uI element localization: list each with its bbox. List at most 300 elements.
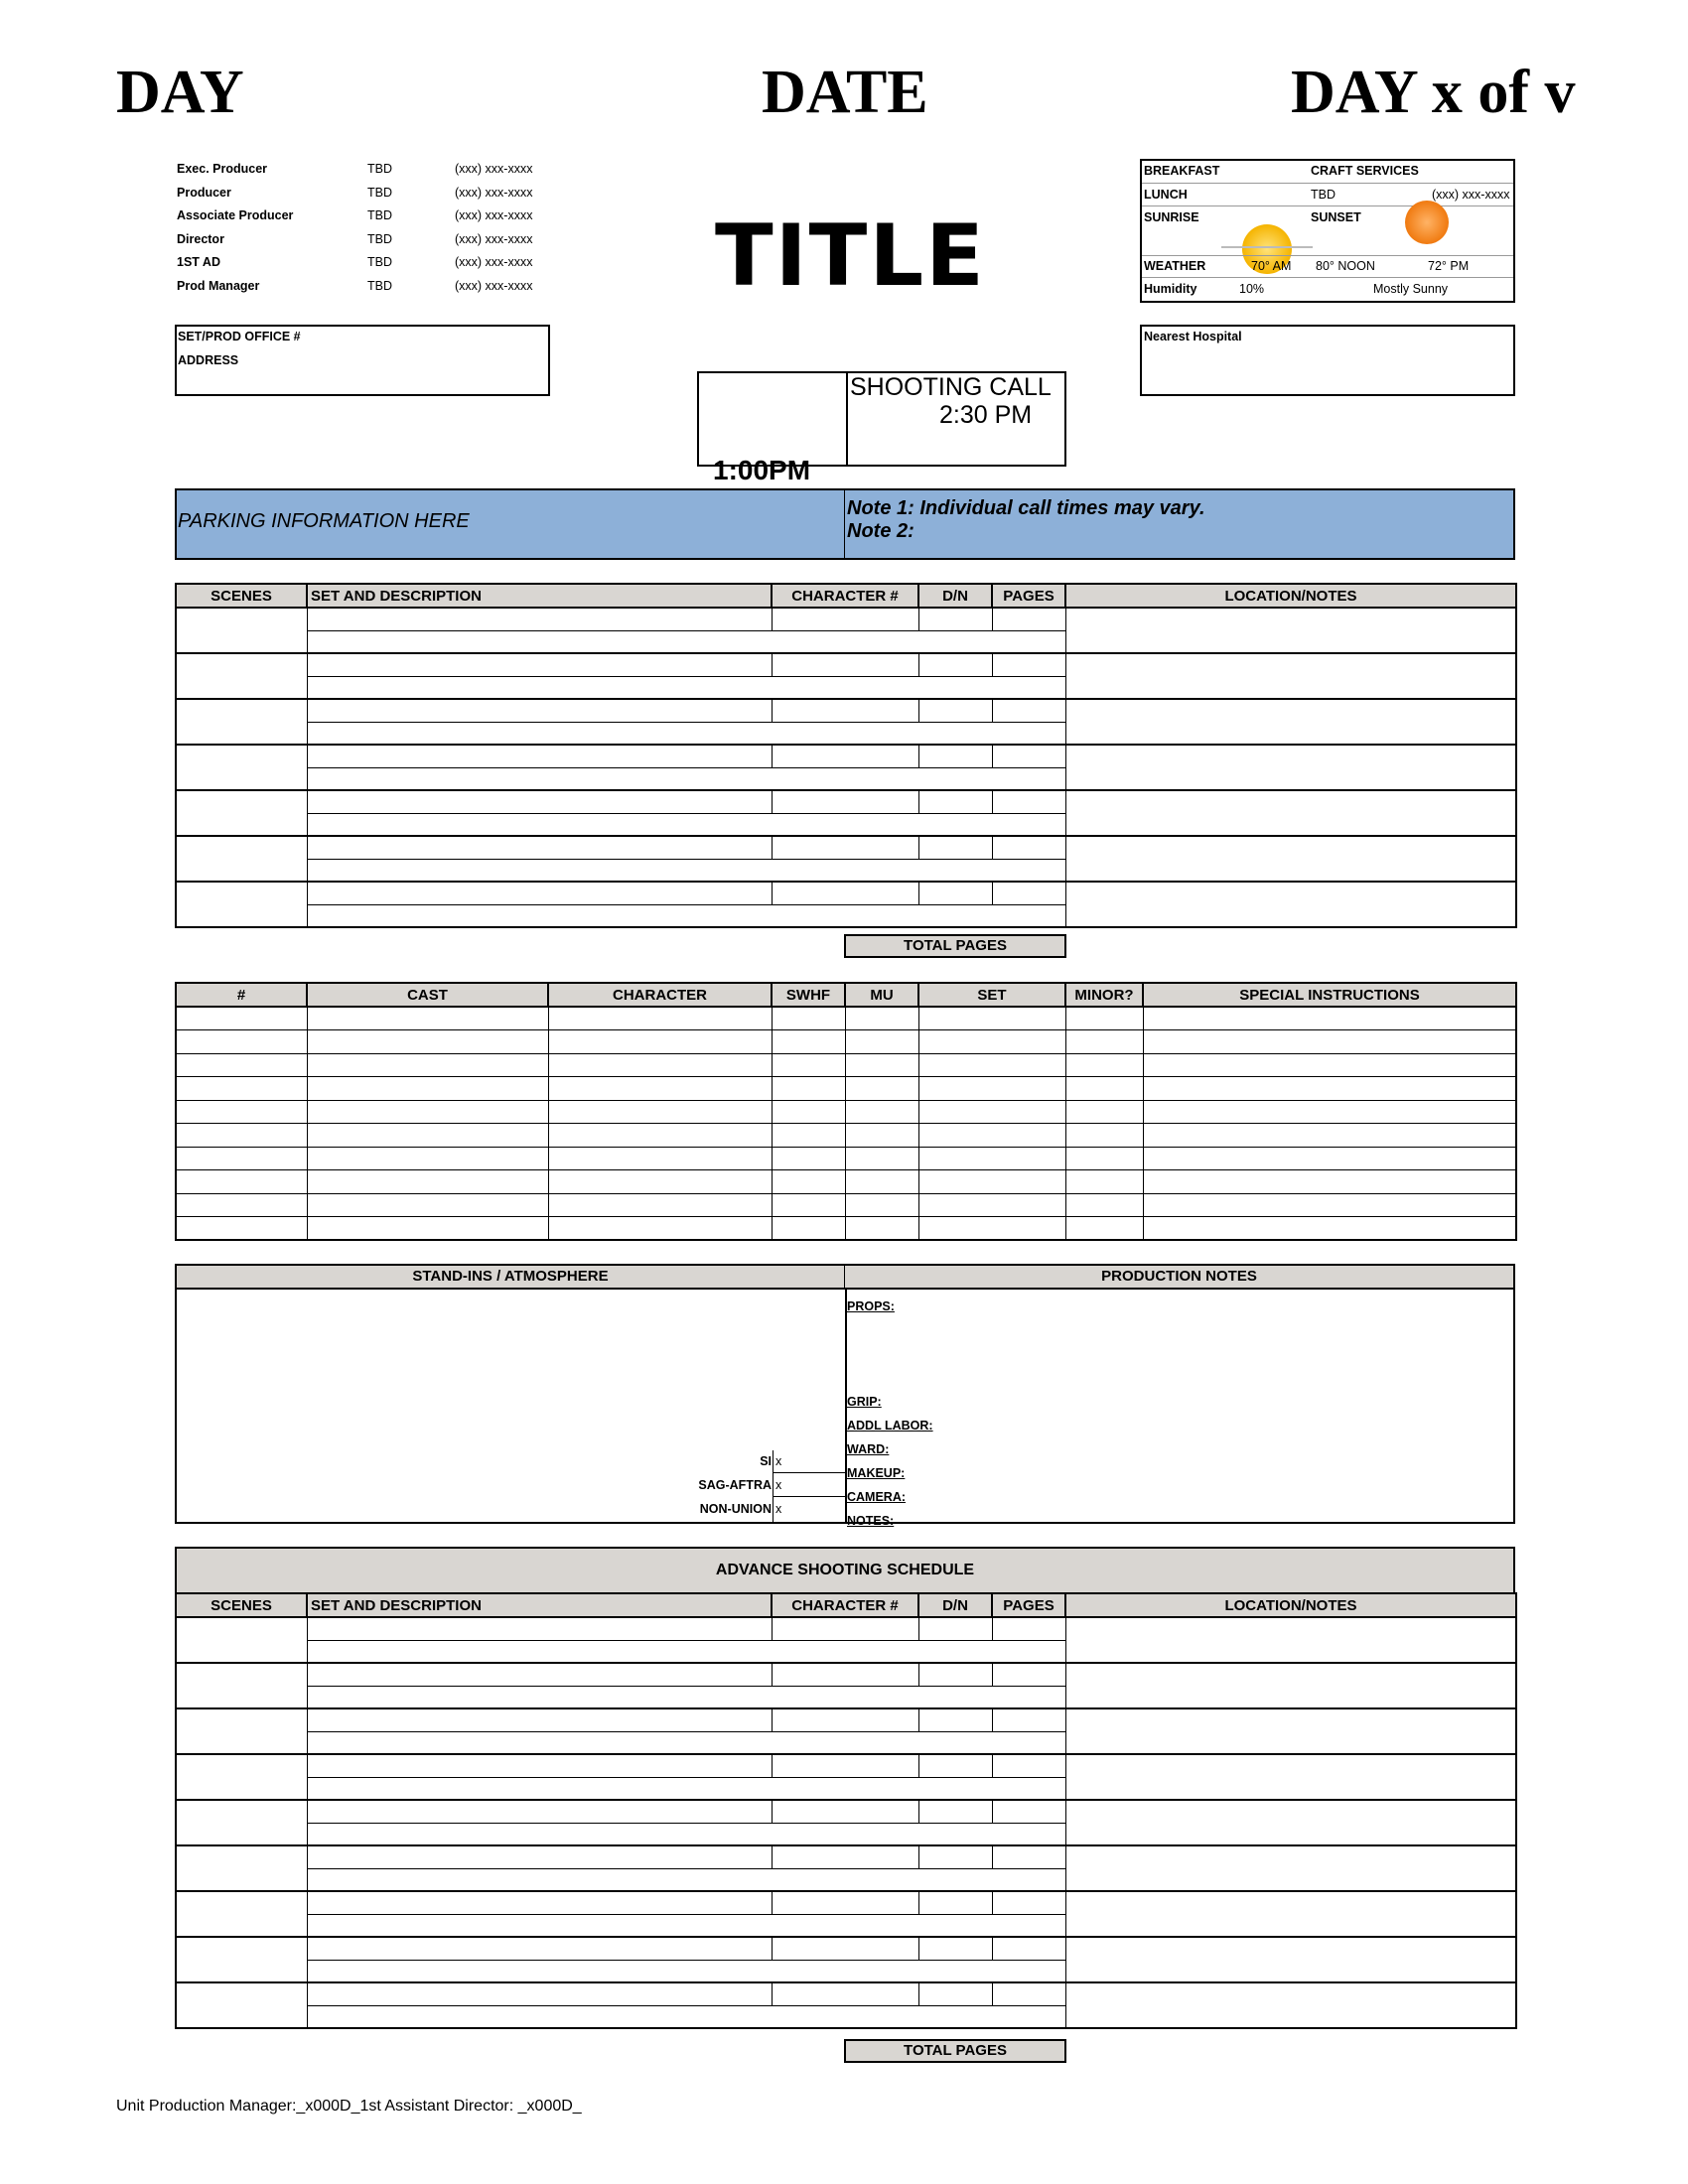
advance-dn-cell[interactable] — [918, 1708, 992, 1731]
crew-role: Prod Manager — [177, 278, 260, 293]
col-cast: CAST — [307, 983, 548, 1007]
advance-location-cell[interactable] — [1065, 1663, 1516, 1708]
cast-cell[interactable] — [1065, 1124, 1143, 1148]
advance-location-cell[interactable] — [1065, 1708, 1516, 1754]
cast-cell[interactable] — [1143, 1124, 1516, 1148]
col-character: CHARACTER — [548, 983, 772, 1007]
scene-row — [176, 653, 1516, 676]
cast-row — [176, 1217, 1516, 1241]
sag-aftra-label: SAG-AFTRA — [698, 1478, 772, 1492]
scene-pages-cell[interactable] — [992, 836, 1065, 859]
scene-dn-cell[interactable] — [918, 836, 992, 859]
col-location-notes: LOCATION/NOTES — [1065, 584, 1516, 608]
cast-cell[interactable] — [918, 1217, 1065, 1241]
advance-dn-cell[interactable] — [918, 1845, 992, 1868]
advance-location-cell[interactable] — [1065, 1845, 1516, 1891]
hospital-box — [1140, 325, 1515, 396]
weather-label: WEATHER — [1144, 259, 1206, 273]
col-set-description: SET AND DESCRIPTION — [307, 584, 772, 608]
advance-set-cell[interactable] — [307, 1663, 772, 1686]
cast-cell[interactable] — [176, 1007, 307, 1030]
cast-cell[interactable] — [1065, 1030, 1143, 1054]
scene-location-cell[interactable] — [1065, 745, 1516, 790]
nearest-hospital-label: Nearest Hospital — [1144, 330, 1242, 343]
scene-description-cell[interactable] — [307, 859, 1065, 882]
advance-location-cell[interactable] — [1065, 1800, 1516, 1845]
cast-cell[interactable] — [176, 1124, 307, 1148]
cast-cell[interactable] — [548, 1053, 772, 1077]
scene-location-cell[interactable] — [1065, 699, 1516, 745]
advance-pages-cell[interactable] — [992, 1663, 1065, 1686]
cast-cell[interactable] — [918, 1030, 1065, 1054]
scene-description-cell[interactable] — [307, 767, 1065, 790]
scene-pages-cell[interactable] — [992, 882, 1065, 904]
cast-cell[interactable] — [772, 1147, 845, 1170]
cast-cell[interactable] — [176, 1193, 307, 1217]
cast-cell[interactable] — [548, 1217, 772, 1241]
cast-cell[interactable] — [845, 1193, 918, 1217]
scene-pages-cell[interactable] — [992, 745, 1065, 767]
col-mu: MU — [845, 983, 918, 1007]
call-times-box — [697, 371, 1066, 485]
cast-cell[interactable] — [548, 1124, 772, 1148]
cast-cell[interactable] — [772, 1170, 845, 1194]
standins-production-notes — [175, 1264, 1515, 1528]
col-pages: PAGES — [992, 584, 1065, 608]
cast-cell[interactable] — [772, 1007, 845, 1030]
cast-cell[interactable] — [307, 1124, 548, 1148]
day-of-heading: DAY x of v — [1291, 59, 1576, 126]
advance-pages-cell[interactable] — [992, 1982, 1065, 2005]
scene-character-cell[interactable] — [772, 745, 918, 767]
advance-character-cell[interactable] — [772, 1937, 918, 1960]
standins-header: STAND-INS / ATMOSPHERE — [177, 1266, 845, 1290]
cast-cell[interactable] — [772, 1193, 845, 1217]
temp-noon: 80° NOON — [1316, 259, 1375, 273]
scene-set-cell[interactable] — [307, 653, 772, 676]
crew-role: Exec. Producer — [177, 162, 268, 176]
craft-services-label: CRAFT SERVICES — [1311, 164, 1419, 178]
scene-character-cell[interactable] — [772, 608, 918, 630]
cast-cell[interactable] — [548, 1007, 772, 1030]
advance-pages-cell[interactable] — [992, 1754, 1065, 1777]
cast-cell[interactable] — [1065, 1053, 1143, 1077]
cast-row — [176, 1193, 1516, 1217]
sunset-label: SUNSET — [1311, 210, 1361, 224]
scene-set-cell[interactable] — [307, 790, 772, 813]
advance-character-cell[interactable] — [772, 1845, 918, 1868]
cast-cell[interactable] — [1065, 1100, 1143, 1124]
cast-cell[interactable] — [1065, 1007, 1143, 1030]
cast-cell[interactable] — [772, 1100, 845, 1124]
advance-row — [176, 1982, 1516, 2005]
cast-cell[interactable] — [307, 1193, 548, 1217]
scene-scene-cell[interactable] — [176, 699, 307, 745]
cast-cell[interactable] — [845, 1030, 918, 1054]
temp-pm: 72° PM — [1428, 259, 1470, 273]
scene-pages-cell[interactable] — [992, 790, 1065, 813]
scene-scene-cell[interactable] — [176, 836, 307, 882]
lunch-phone: (xxx) xxx-xxxx — [1432, 188, 1510, 202]
scene-row — [176, 745, 1516, 767]
cast-cell[interactable] — [772, 1124, 845, 1148]
scene-dn-cell[interactable] — [918, 745, 992, 767]
crew-name: TBD — [367, 185, 392, 200]
advance-set-cell[interactable] — [307, 1617, 772, 1640]
scene-row — [176, 790, 1516, 813]
adv-col-scenes: SCENES — [176, 1593, 307, 1617]
set-prod-office: SET/PROD OFFICE # — [178, 330, 301, 343]
advance-character-cell[interactable] — [772, 1663, 918, 1686]
advance-character-cell[interactable] — [772, 1708, 918, 1731]
sunset-icon — [1395, 216, 1459, 248]
non-union-label: NON-UNION — [699, 1502, 772, 1516]
scene-set-cell[interactable] — [307, 882, 772, 904]
crew-phone: (xxx) xxx-xxxx — [455, 208, 533, 223]
adv-col-dn: D/N — [918, 1593, 992, 1617]
parking-info: PARKING INFORMATION HERE — [178, 510, 470, 532]
cast-cell[interactable] — [1065, 1077, 1143, 1101]
cast-cell[interactable] — [1143, 1053, 1516, 1077]
cast-cell[interactable] — [1065, 1147, 1143, 1170]
advance-pages-cell[interactable] — [992, 1891, 1065, 1914]
advance-pages-cell[interactable] — [992, 1708, 1065, 1731]
cast-cell[interactable] — [1143, 1077, 1516, 1101]
non-union-value: x — [775, 1502, 782, 1516]
cast-cell[interactable] — [1143, 1217, 1516, 1241]
crew-role: 1ST AD — [177, 255, 220, 270]
crew-row — [177, 208, 554, 232]
cast-row — [176, 1100, 1516, 1124]
crew-name: TBD — [367, 208, 392, 223]
production-title: TITLE — [715, 206, 986, 306]
cast-cell[interactable] — [1065, 1193, 1143, 1217]
scene-pages-cell[interactable] — [992, 608, 1065, 630]
advance-row — [176, 1800, 1516, 1823]
advance-dn-cell[interactable] — [918, 1663, 992, 1686]
cast-row — [176, 1030, 1516, 1054]
props-label: PROPS: — [847, 1299, 895, 1313]
cast-cell[interactable] — [176, 1077, 307, 1101]
scene-location-cell[interactable] — [1065, 882, 1516, 927]
day-heading: DAY — [116, 59, 244, 126]
cast-cell[interactable] — [307, 1170, 548, 1194]
advance-character-cell[interactable] — [772, 1754, 918, 1777]
cast-cell[interactable] — [1143, 1170, 1516, 1194]
scene-dn-cell[interactable] — [918, 608, 992, 630]
advance-location-cell[interactable] — [1065, 1982, 1516, 2028]
note-1: Note 1: Individual call times may vary. — [847, 497, 1205, 519]
crew-name: TBD — [367, 162, 392, 176]
col-set: SET — [918, 983, 1065, 1007]
advance-pages-cell[interactable] — [992, 1617, 1065, 1640]
scene-dn-cell[interactable] — [918, 699, 992, 722]
parking-notes-bar — [175, 488, 1515, 560]
advance-scene-cell[interactable] — [176, 1708, 307, 1754]
advance-description-cell[interactable] — [307, 2005, 1065, 2028]
addl-labor-label: ADDL LABOR: — [847, 1419, 933, 1433]
advance-character-cell[interactable] — [772, 1800, 918, 1823]
humidity-value: 10% — [1239, 282, 1265, 296]
scene-scene-cell[interactable] — [176, 790, 307, 836]
advance-dn-cell[interactable] — [918, 1982, 992, 2005]
cast-cell[interactable] — [918, 1053, 1065, 1077]
advance-dn-cell[interactable] — [918, 1754, 992, 1777]
breakfast-label: BREAKFAST — [1144, 164, 1220, 178]
cast-row — [176, 1147, 1516, 1170]
scene-character-cell[interactable] — [772, 653, 918, 676]
scene-character-cell[interactable] — [772, 790, 918, 813]
adv-col-location-notes: LOCATION/NOTES — [1065, 1593, 1516, 1617]
crew-phone: (xxx) xxx-xxxx — [455, 255, 533, 270]
scene-dn-cell[interactable] — [918, 882, 992, 904]
cast-cell[interactable] — [918, 1124, 1065, 1148]
cast-cell[interactable] — [548, 1170, 772, 1194]
advance-dn-cell[interactable] — [918, 1800, 992, 1823]
scene-dn-cell[interactable] — [918, 653, 992, 676]
cast-cell[interactable] — [772, 1217, 845, 1241]
humidity-label: Humidity — [1144, 282, 1197, 296]
scene-description-cell[interactable] — [307, 630, 1065, 653]
advance-scene-cell[interactable] — [176, 1663, 307, 1708]
advance-set-cell[interactable] — [307, 1754, 772, 1777]
advance-description-cell[interactable] — [307, 1960, 1065, 1982]
advance-scene-cell[interactable] — [176, 1891, 307, 1937]
scene-set-cell[interactable] — [307, 836, 772, 859]
cast-cell[interactable] — [307, 1053, 548, 1077]
advance-row — [176, 1891, 1516, 1914]
scene-location-cell[interactable] — [1065, 608, 1516, 653]
advance-description-cell[interactable] — [307, 1640, 1065, 1663]
advance-description-cell[interactable] — [307, 1868, 1065, 1891]
crew-row — [177, 232, 554, 256]
adv-col-character-num: CHARACTER # — [772, 1593, 918, 1617]
advance-description-cell[interactable] — [307, 1914, 1065, 1937]
crew-phone: (xxx) xxx-xxxx — [455, 278, 533, 293]
sag-aftra-value: x — [775, 1478, 782, 1492]
cast-cell[interactable] — [1143, 1030, 1516, 1054]
scene-set-cell[interactable] — [307, 745, 772, 767]
cast-cell[interactable] — [918, 1077, 1065, 1101]
cast-cell[interactable] — [548, 1147, 772, 1170]
cast-cell[interactable] — [307, 1030, 548, 1054]
col-scenes: SCENES — [176, 584, 307, 608]
temp-am: 70° AM — [1251, 259, 1292, 273]
advance-character-cell[interactable] — [772, 1891, 918, 1914]
cast-cell[interactable] — [845, 1170, 918, 1194]
cast-cell[interactable] — [918, 1170, 1065, 1194]
scene-character-cell[interactable] — [772, 699, 918, 722]
cast-cell[interactable] — [1143, 1193, 1516, 1217]
scene-dn-cell[interactable] — [918, 790, 992, 813]
advance-pages-cell[interactable] — [992, 1800, 1065, 1823]
scene-pages-cell[interactable] — [992, 653, 1065, 676]
cast-cell[interactable] — [845, 1217, 918, 1241]
cast-cell[interactable] — [176, 1147, 307, 1170]
shooting-call-label: SHOOTING CALL — [850, 373, 1052, 401]
cast-cell[interactable] — [176, 1217, 307, 1241]
advance-location-cell[interactable] — [1065, 1754, 1516, 1800]
advance-row — [176, 1663, 1516, 1686]
advance-location-cell[interactable] — [1065, 1617, 1516, 1663]
info-box — [1140, 159, 1515, 303]
cast-cell[interactable] — [845, 1007, 918, 1030]
cast-cell[interactable] — [918, 1007, 1065, 1030]
advance-pages-cell[interactable] — [992, 1845, 1065, 1868]
scenes-table — [175, 583, 1517, 928]
cast-row — [176, 1053, 1516, 1077]
advance-scene-cell[interactable] — [176, 1845, 307, 1891]
cast-row — [176, 1007, 1516, 1030]
advance-description-cell[interactable] — [307, 1777, 1065, 1800]
lunch-label: LUNCH — [1144, 188, 1188, 202]
scene-description-cell[interactable] — [307, 813, 1065, 836]
advance-scene-cell[interactable] — [176, 1937, 307, 1982]
crew-name: TBD — [367, 278, 392, 293]
scene-row — [176, 699, 1516, 722]
advance-set-cell[interactable] — [307, 1891, 772, 1914]
advance-dn-cell[interactable] — [918, 1617, 992, 1640]
advance-description-cell[interactable] — [307, 1686, 1065, 1708]
scene-description-cell[interactable] — [307, 904, 1065, 927]
scene-character-cell[interactable] — [772, 882, 918, 904]
cast-cell[interactable] — [772, 1053, 845, 1077]
advance-set-cell[interactable] — [307, 1982, 772, 2005]
advance-pages-cell[interactable] — [992, 1937, 1065, 1960]
crew-role: Associate Producer — [177, 208, 294, 223]
col-swhf: SWHF — [772, 983, 845, 1007]
cast-cell[interactable] — [845, 1124, 918, 1148]
advance-dn-cell[interactable] — [918, 1891, 992, 1914]
scene-scene-cell[interactable] — [176, 882, 307, 927]
cast-cell[interactable] — [307, 1147, 548, 1170]
advance-scene-cell[interactable] — [176, 1754, 307, 1800]
cast-cell[interactable] — [548, 1030, 772, 1054]
sunrise-label: SUNRISE — [1144, 210, 1199, 224]
si-label: SI — [760, 1454, 772, 1468]
cast-cell[interactable] — [176, 1053, 307, 1077]
scene-scene-cell[interactable] — [176, 745, 307, 790]
cast-cell[interactable] — [772, 1077, 845, 1101]
si-value: x — [775, 1454, 782, 1468]
col-minor: MINOR? — [1065, 983, 1143, 1007]
note-2: Note 2: — [847, 520, 914, 542]
advance-scene-cell[interactable] — [176, 1800, 307, 1845]
advance-location-cell[interactable] — [1065, 1937, 1516, 1982]
crew-phone: (xxx) xxx-xxxx — [455, 162, 533, 176]
cast-cell[interactable] — [918, 1193, 1065, 1217]
adv-col-set-description: SET AND DESCRIPTION — [307, 1593, 772, 1617]
advance-description-cell[interactable] — [307, 1731, 1065, 1754]
cast-cell[interactable] — [845, 1100, 918, 1124]
advance-set-cell[interactable] — [307, 1845, 772, 1868]
crew-row — [177, 186, 554, 209]
shooting-call-time: 2:30 PM — [939, 401, 1033, 429]
scene-location-cell[interactable] — [1065, 790, 1516, 836]
scene-row — [176, 836, 1516, 859]
date-heading: DATE — [762, 59, 928, 126]
crew-name: TBD — [367, 231, 392, 246]
scene-location-cell[interactable] — [1065, 836, 1516, 882]
cast-cell[interactable] — [845, 1053, 918, 1077]
cast-cell[interactable] — [1143, 1147, 1516, 1170]
cast-cell[interactable] — [307, 1077, 548, 1101]
address-label: ADDRESS — [178, 353, 239, 367]
cast-cell[interactable] — [548, 1100, 772, 1124]
cast-row — [176, 1124, 1516, 1148]
advance-dn-cell[interactable] — [918, 1937, 992, 1960]
advance-set-cell[interactable] — [307, 1708, 772, 1731]
cast-cell[interactable] — [176, 1170, 307, 1194]
scene-set-cell[interactable] — [307, 699, 772, 722]
cast-cell[interactable] — [307, 1007, 548, 1030]
adv-col-pages: PAGES — [992, 1593, 1065, 1617]
crew-row — [177, 162, 554, 186]
scene-set-cell[interactable] — [307, 608, 772, 630]
advance-total-pages: TOTAL PAGES — [844, 2039, 1066, 2063]
cast-cell[interactable] — [845, 1147, 918, 1170]
advance-set-cell[interactable] — [307, 1937, 772, 1960]
scene-row — [176, 608, 1516, 630]
scene-description-cell[interactable] — [307, 676, 1065, 699]
scene-pages-cell[interactable] — [992, 699, 1065, 722]
advance-scene-cell[interactable] — [176, 1982, 307, 2028]
cast-cell[interactable] — [1143, 1100, 1516, 1124]
cast-cell[interactable] — [548, 1077, 772, 1101]
cast-cell[interactable] — [307, 1100, 548, 1124]
advance-character-cell[interactable] — [772, 1982, 918, 2005]
advance-description-cell[interactable] — [307, 1823, 1065, 1845]
col-number: # — [176, 983, 307, 1007]
crew-row — [177, 255, 554, 279]
cast-cell[interactable] — [176, 1030, 307, 1054]
scene-description-cell[interactable] — [307, 722, 1065, 745]
cast-cell[interactable] — [307, 1217, 548, 1241]
scene-scene-cell[interactable] — [176, 608, 307, 653]
cast-cell[interactable] — [918, 1100, 1065, 1124]
crew-row — [177, 279, 554, 303]
notes-label: NOTES: — [847, 1514, 895, 1528]
advance-set-cell[interactable] — [307, 1800, 772, 1823]
advance-row — [176, 1845, 1516, 1868]
cast-cell[interactable] — [845, 1077, 918, 1101]
advance-row — [176, 1754, 1516, 1777]
cast-cell[interactable] — [772, 1030, 845, 1054]
scene-scene-cell[interactable] — [176, 653, 307, 699]
cast-cell[interactable] — [1143, 1007, 1516, 1030]
cast-row — [176, 1170, 1516, 1194]
cast-cell[interactable] — [1065, 1170, 1143, 1194]
advance-schedule-table — [175, 1592, 1517, 2029]
advance-row — [176, 1617, 1516, 1640]
cast-cell[interactable] — [548, 1193, 772, 1217]
cast-cell[interactable] — [1065, 1217, 1143, 1241]
cast-cell[interactable] — [176, 1100, 307, 1124]
grip-label: GRIP: — [847, 1395, 882, 1409]
scene-character-cell[interactable] — [772, 836, 918, 859]
scene-location-cell[interactable] — [1065, 653, 1516, 699]
sunrise-icon — [1221, 216, 1313, 250]
cast-cell[interactable] — [918, 1147, 1065, 1170]
col-dn: D/N — [918, 584, 992, 608]
footer-signatures: Unit Production Manager:_x000D_1st Assistant Director: _x000D_ — [116, 2098, 582, 2115]
cast-row — [176, 1077, 1516, 1101]
advance-character-cell[interactable] — [772, 1617, 918, 1640]
ward-label: WARD: — [847, 1442, 890, 1456]
advance-location-cell[interactable] — [1065, 1891, 1516, 1937]
office-box — [175, 325, 550, 396]
advance-scene-cell[interactable] — [176, 1617, 307, 1663]
